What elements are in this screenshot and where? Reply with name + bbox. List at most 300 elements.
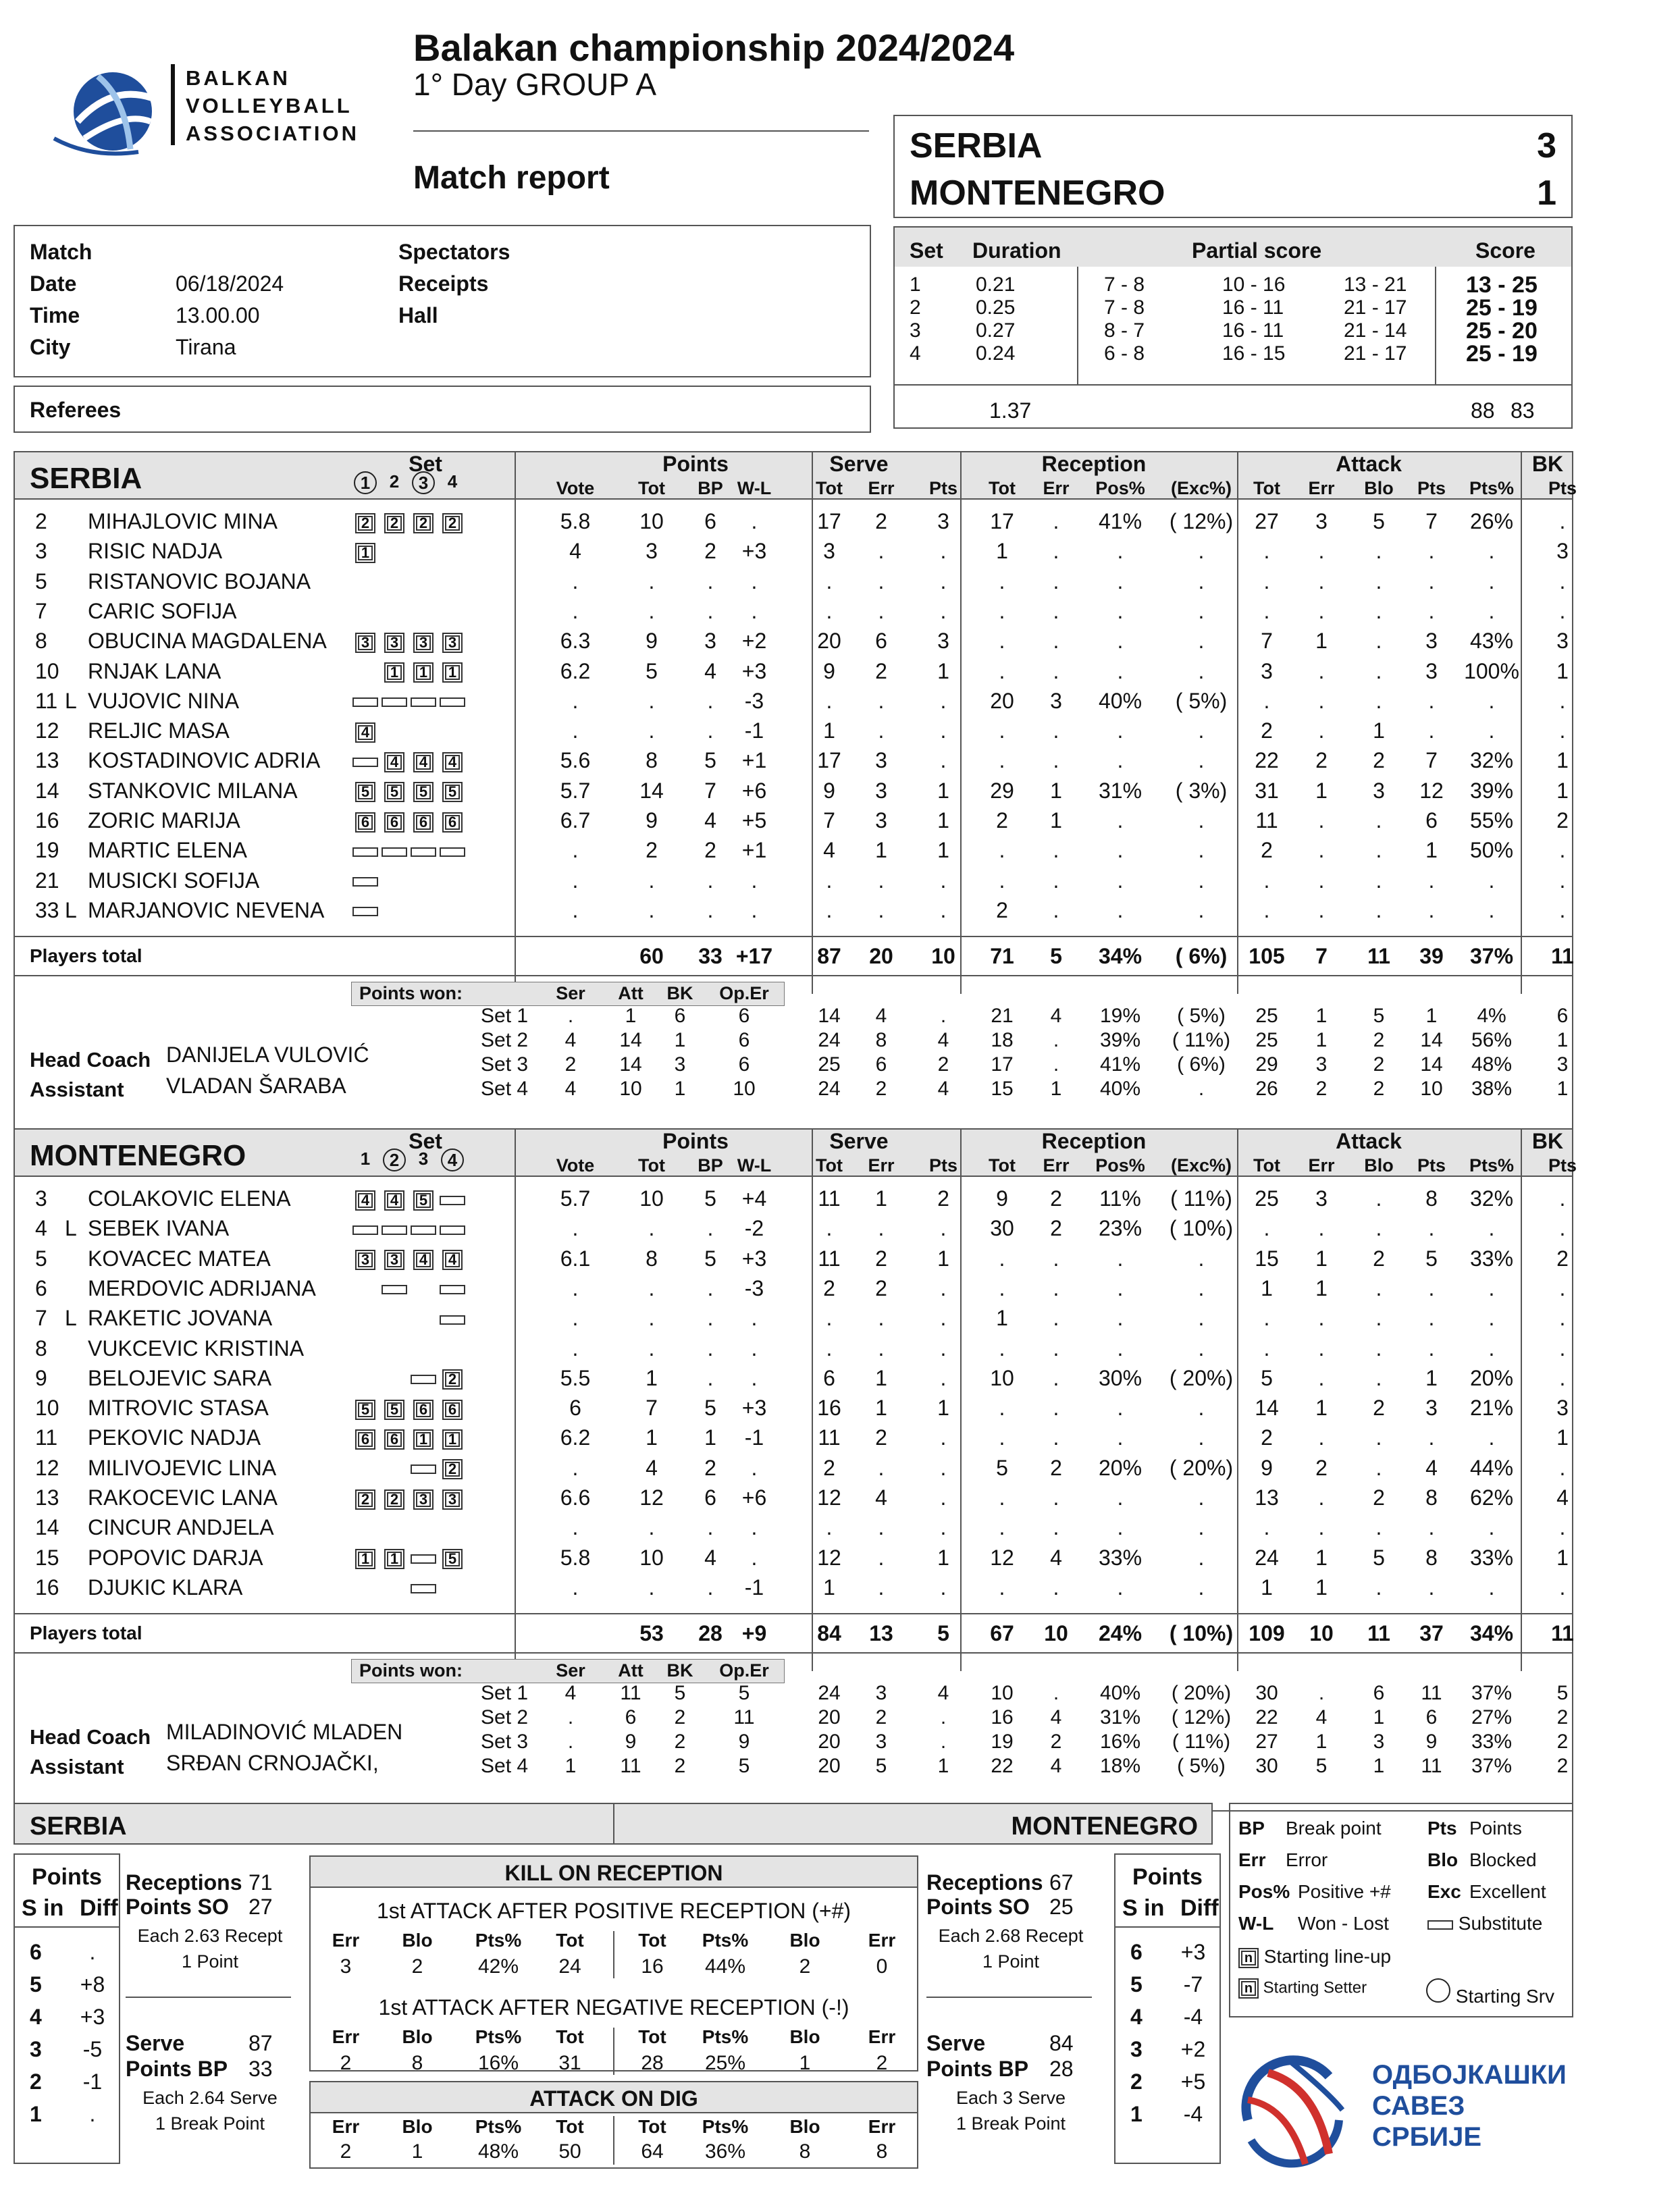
- stat-cell: +2: [741, 629, 767, 654]
- player-name: VUJOVIC NINA: [88, 688, 240, 713]
- set-stat-cell: 38%: [1471, 1078, 1513, 1101]
- total-points-away: 83: [1511, 398, 1535, 423]
- total-cell: 37%: [1469, 944, 1514, 969]
- stat-cell: .: [940, 688, 947, 713]
- total-cell: 84: [817, 1621, 841, 1646]
- set-stat-cell: 4: [937, 1029, 949, 1052]
- set-stat-cell: .: [1053, 1682, 1059, 1705]
- set-position: [350, 1543, 380, 1573]
- stat-cell: .: [1198, 1425, 1205, 1450]
- stat-cell: .: [1053, 569, 1059, 593]
- lineup-position: 1: [384, 662, 404, 683]
- stat-cell: .: [648, 688, 655, 713]
- pw-cell: 6: [738, 1005, 750, 1028]
- col-header: Pts: [1548, 1155, 1577, 1176]
- total-cell: 67: [990, 1621, 1014, 1646]
- stat-cell: .: [707, 1336, 714, 1361]
- stat-cell: .: [707, 688, 714, 713]
- stat-cell: .: [826, 1336, 833, 1361]
- total-cell: 11: [1367, 944, 1390, 969]
- sets-cell: 2: [910, 296, 921, 319]
- pw-col: Att: [618, 983, 644, 1004]
- set-stat-cell: 2: [1373, 1029, 1385, 1052]
- legend-wl: Won - Lost: [1298, 1913, 1389, 1934]
- stat-cell: 14: [1255, 1396, 1279, 1421]
- stat-cell: 1: [823, 718, 835, 743]
- lineup-position: 6: [442, 1400, 463, 1420]
- rot-diff: +8: [80, 1972, 105, 1997]
- head-coach-name: DANIJELA VULOVIĆ: [166, 1042, 369, 1067]
- pw-cell: 6: [738, 1053, 750, 1076]
- stat-cell: 1: [704, 1425, 716, 1450]
- volleyball-logo-icon: [51, 57, 172, 159]
- stat-cell: .: [1318, 838, 1325, 863]
- points-label: Points: [1132, 1864, 1203, 1890]
- stat-cell: 1: [823, 1575, 835, 1600]
- stat-cell: 1: [1315, 1545, 1328, 1570]
- stat-cell: 8: [646, 748, 658, 773]
- stat-cell: .: [1375, 1455, 1382, 1480]
- set-position: [350, 745, 380, 775]
- legend-starting-lineup: Starting line-up: [1263, 1946, 1392, 1967]
- pw-col: BK: [666, 1660, 693, 1681]
- col-header: Pts: [928, 478, 958, 498]
- rule: [311, 2112, 917, 2113]
- k-val: 28: [641, 2052, 664, 2074]
- stat-cell: .: [1559, 1186, 1566, 1211]
- stat-cell: 1: [1556, 1425, 1569, 1450]
- stat-cell: 1: [875, 1186, 887, 1211]
- stat-cell: 6.2: [560, 1425, 591, 1450]
- col-header: Vote: [556, 478, 595, 498]
- stat-cell: .: [826, 1216, 833, 1241]
- k-col: Tot: [638, 2116, 666, 2137]
- stat-cell: 1: [875, 1396, 887, 1421]
- header-reception: Reception: [1041, 452, 1147, 476]
- stat-cell: .: [1198, 598, 1205, 623]
- stat-cell: .: [1428, 1336, 1435, 1361]
- sets-cell: 0.24: [976, 342, 1016, 365]
- stat-cell: +3: [741, 539, 767, 564]
- rot-diff: -7: [1183, 1972, 1203, 1997]
- lineup-position: 5: [413, 1190, 434, 1211]
- rule: [1115, 1926, 1219, 1928]
- lineup-position: 4: [442, 1250, 463, 1270]
- total-cell: 10: [1044, 1621, 1068, 1646]
- stat-cell: 4: [704, 658, 716, 683]
- stat-cell: 3: [1373, 778, 1385, 803]
- stat-cell: 2: [875, 1246, 887, 1271]
- stat-cell: 4: [704, 1545, 716, 1570]
- stat-cell: 2: [996, 897, 1008, 922]
- k-val: 8: [876, 2140, 888, 2163]
- stat-cell: .: [1488, 1275, 1495, 1300]
- rot-number: 6: [1130, 1940, 1143, 1964]
- rot-number: 1: [1130, 2102, 1143, 2126]
- pw-cell: 1: [674, 1029, 686, 1052]
- set-position: [379, 1244, 409, 1273]
- col-header: W-L: [737, 1155, 772, 1176]
- stat-cell: .: [648, 1216, 655, 1241]
- stat-cell: -1: [744, 718, 764, 743]
- legend-bp-key: BP: [1238, 1818, 1265, 1839]
- stat-cell: ( 12%): [1169, 509, 1234, 533]
- lineup-position: 3: [355, 633, 375, 653]
- stat-cell: .: [1117, 629, 1124, 654]
- player-number: 19: [35, 838, 59, 863]
- set-label: Set 2: [481, 1706, 529, 1729]
- stat-cell: 3: [875, 778, 887, 803]
- substitute-icon: [352, 758, 378, 767]
- pw-cell: 14: [619, 1053, 642, 1076]
- col-header: Pts%: [1469, 478, 1515, 498]
- lineup-position: 2: [355, 513, 375, 533]
- pw-cell: 3: [674, 1053, 686, 1076]
- federation-ball-icon: [1228, 2046, 1356, 2174]
- stat-cell: .: [572, 1275, 579, 1300]
- stat-cell: 1: [1425, 1365, 1438, 1390]
- player-row: [15, 536, 1572, 566]
- set-stat-cell: 6: [1373, 1682, 1385, 1705]
- stat-cell: 4: [823, 838, 835, 863]
- col-header: Err: [1043, 478, 1070, 498]
- k-col: Err: [332, 2116, 360, 2137]
- stat-cell: .: [1053, 868, 1059, 893]
- stat-cell: .: [878, 1545, 885, 1570]
- set-num-label: 2: [389, 471, 400, 492]
- stat-cell: 5: [1373, 1545, 1385, 1570]
- lineup-position: 3: [355, 1250, 375, 1270]
- sets-cell: 7 - 8: [1104, 296, 1145, 319]
- col-header: Err: [1043, 1155, 1070, 1176]
- player-name: RISIC NADJA: [88, 539, 223, 564]
- stat-cell: .: [999, 1425, 1005, 1450]
- stat-cell: .: [1375, 1216, 1382, 1241]
- stat-cell: .: [1428, 1306, 1435, 1331]
- set-num-label: 3: [418, 1149, 429, 1169]
- player-row: [15, 566, 1572, 596]
- legend-exc: Excellent: [1469, 1881, 1546, 1902]
- header-set: Set: [409, 1129, 442, 1153]
- stat-cell: 1: [937, 1545, 949, 1570]
- set-stat-cell: 2: [1556, 1706, 1569, 1729]
- set-stat-cell: 2: [1373, 1053, 1385, 1076]
- stat-cell: .: [1428, 1425, 1435, 1450]
- rot-number: 2: [1130, 2069, 1143, 2094]
- set-position: [438, 1423, 467, 1452]
- rule: [311, 1886, 917, 1888]
- set-stat-cell: 48%: [1471, 1053, 1513, 1076]
- stat-cell: .: [1117, 868, 1124, 893]
- stat-cell: .: [1559, 1336, 1566, 1361]
- sets-cell: 0.27: [976, 319, 1016, 342]
- set-stat-cell: 19: [991, 1731, 1014, 1753]
- stat-cell: .: [1198, 658, 1205, 683]
- total-cell: 71: [990, 944, 1014, 969]
- total-cell: 34%: [1098, 944, 1143, 969]
- set-stat-cell: ( 5%): [1177, 1755, 1226, 1778]
- stat-cell: -1: [744, 1425, 764, 1450]
- player-number: 15: [35, 1545, 59, 1570]
- set-stat-cell: 4: [875, 1005, 887, 1028]
- set-position: [379, 656, 409, 686]
- stat-cell: 32%: [1469, 1186, 1514, 1211]
- stat-cell: 11%: [1099, 1186, 1141, 1211]
- stat-cell: .: [999, 1485, 1005, 1510]
- set-num-label: 4: [447, 471, 458, 492]
- player-name: MARTIC ELENA: [88, 838, 247, 863]
- total-cell: ( 6%): [1175, 944, 1228, 969]
- player-name: RELJIC MASA: [88, 718, 230, 743]
- stat-cell: ( 5%): [1175, 688, 1228, 713]
- set-stat-cell: 16%: [1099, 1731, 1141, 1753]
- stat-cell: 24: [1255, 1545, 1279, 1570]
- stat-cell: .: [1263, 688, 1270, 713]
- player-row: [15, 1244, 1572, 1273]
- stat-cell: .: [1559, 598, 1566, 623]
- sets-col-set: Set: [910, 238, 943, 263]
- player-number: 7: [35, 598, 47, 623]
- set-label: Set 1: [481, 1682, 529, 1705]
- stat-cell: 1: [1556, 1545, 1569, 1570]
- col-header: Tot: [816, 1155, 843, 1176]
- stat-cell: .: [648, 1575, 655, 1600]
- col-header: Tot: [1253, 478, 1280, 498]
- set-stat-cell: .: [1198, 1078, 1205, 1101]
- k-col: Pts%: [702, 2116, 749, 2137]
- sets-cell: 6 - 8: [1104, 342, 1145, 365]
- stat-cell: .: [1198, 868, 1205, 893]
- rot-number: 4: [1130, 2005, 1143, 2029]
- page-title: Balakan championship 2024/2024: [413, 26, 1015, 69]
- stat-cell: 20%: [1098, 1455, 1143, 1480]
- set-label: Set 2: [481, 1029, 529, 1052]
- federation-logo: [1228, 2046, 1572, 2174]
- set-stat-cell: 25: [1255, 1029, 1278, 1052]
- stat-cell: .: [572, 1216, 579, 1241]
- total-cell: 13: [869, 1621, 893, 1646]
- away-rotation-box: [1114, 1853, 1221, 2164]
- set-stat-cell: 1: [1556, 1029, 1569, 1052]
- rot-diff: -4: [1183, 2102, 1203, 2126]
- lineup-position: 4: [384, 1190, 404, 1211]
- col-header: Blo: [1364, 478, 1394, 498]
- match-info: [14, 225, 871, 377]
- stat-cell: .: [1053, 539, 1059, 564]
- stat-cell: 1: [1315, 629, 1328, 654]
- total-cell: 11: [1551, 1621, 1574, 1646]
- total-cell: 5: [937, 1621, 949, 1646]
- diff-label: Diff: [80, 1895, 118, 1921]
- stat-cell: .: [1428, 539, 1435, 564]
- substitute-icon: [382, 1285, 407, 1294]
- player-name: STANKOVIC MILANA: [88, 778, 298, 803]
- spectators-label: Spectators: [398, 240, 510, 264]
- set-position: [409, 1423, 438, 1452]
- set-label: Set 1: [481, 1005, 529, 1028]
- stat-cell: .: [1559, 1455, 1566, 1480]
- legend-srv-row: [1426, 1978, 1554, 2007]
- stat-cell: 2: [823, 1455, 835, 1480]
- serve-label: Serve: [926, 2031, 986, 2055]
- stat-cell: 6: [704, 509, 716, 533]
- stat-cell: .: [1117, 1246, 1124, 1271]
- set-position: [438, 835, 467, 865]
- set-stat-cell: 5: [1373, 1005, 1385, 1028]
- stat-cell: 5.8: [560, 509, 591, 533]
- stat-cell: 1: [937, 838, 949, 863]
- stat-cell: 33%: [1469, 1246, 1514, 1271]
- player-row: [15, 866, 1572, 895]
- stat-cell: .: [1488, 1515, 1495, 1540]
- player-number: 8: [35, 629, 47, 654]
- dig-title: ATTACK ON DIG: [529, 2086, 698, 2111]
- pw-cell: 11: [733, 1706, 755, 1729]
- pw-cell: 1: [565, 1755, 577, 1778]
- stat-cell: 7: [823, 808, 835, 833]
- stat-cell: 25: [1255, 1186, 1279, 1211]
- player-number: 13: [35, 1485, 59, 1510]
- set-position: [438, 1213, 467, 1243]
- stat-cell: 5.5: [560, 1365, 591, 1390]
- k-col: Tot: [556, 2116, 584, 2137]
- stat-cell: .: [940, 1306, 947, 1331]
- each-break-point: 1 Break Point: [955, 2113, 1066, 2134]
- stat-cell: .: [999, 658, 1005, 683]
- stat-cell: .: [751, 897, 758, 922]
- set-position: [379, 806, 409, 835]
- stat-cell: .: [648, 868, 655, 893]
- lineup-position: 1: [442, 662, 463, 683]
- player-row: [15, 806, 1572, 835]
- stat-cell: .: [1053, 1365, 1059, 1390]
- col-header: Tot: [989, 1155, 1016, 1176]
- stat-cell: ( 11%): [1170, 1186, 1232, 1211]
- doc-type: Match report: [413, 160, 610, 196]
- sets-cell: 21 - 17: [1344, 296, 1407, 319]
- set-stat-cell: 4: [937, 1078, 949, 1101]
- stat-cell: 5: [1261, 1365, 1273, 1390]
- receipts-label: Receipts: [398, 271, 489, 296]
- stat-cell: 4: [1556, 1485, 1569, 1510]
- set-stat-cell: .: [940, 1005, 947, 1028]
- substitute-icon: [411, 1464, 436, 1474]
- stat-cell: 12: [817, 1485, 841, 1510]
- set-stat-cell: 56%: [1471, 1029, 1513, 1052]
- serve-value: 87: [248, 2031, 273, 2055]
- set-position: [409, 1184, 438, 1213]
- pw-col: Ser: [556, 1660, 585, 1681]
- set-stat-cell: 2: [937, 1053, 949, 1076]
- set-position: [379, 835, 409, 865]
- stat-cell: .: [826, 1515, 833, 1540]
- stat-cell: 20%: [1469, 1365, 1514, 1390]
- stat-cell: .: [572, 598, 579, 623]
- stat-cell: 11: [1255, 808, 1278, 833]
- stat-cell: 5: [1425, 1246, 1438, 1271]
- pw-cell: 10: [733, 1078, 756, 1101]
- stat-cell: 11: [818, 1246, 841, 1271]
- total-cell: 24%: [1098, 1621, 1143, 1646]
- stat-cell: 2: [1373, 1485, 1385, 1510]
- set-stat-cell: 1: [1315, 1029, 1328, 1052]
- each-break-point: 1 Break Point: [155, 2113, 265, 2134]
- set-stat-cell: ( 5%): [1177, 1005, 1226, 1028]
- set-stat-cell: 4: [1050, 1706, 1062, 1729]
- player-number: 9: [35, 1365, 47, 1390]
- k-val: 2: [799, 1955, 811, 1978]
- player-name: PEKOVIC NADJA: [88, 1425, 261, 1450]
- set-position: [438, 1363, 467, 1393]
- player-row: [15, 1273, 1572, 1303]
- substitute-icon: [411, 1584, 436, 1593]
- stat-cell: .: [1318, 658, 1325, 683]
- stat-cell: .: [1375, 1186, 1382, 1211]
- team-box: [14, 1128, 1577, 1812]
- stat-cell: .: [1488, 539, 1495, 564]
- lineup-position: 2: [413, 513, 434, 533]
- player-number: 3: [35, 539, 47, 564]
- rot-diff: +3: [1180, 1940, 1206, 1964]
- player-name: RNJAK LANA: [88, 658, 221, 683]
- substitute-icon: [352, 847, 378, 857]
- stat-cell: .: [648, 718, 655, 743]
- k-val: 16%: [477, 2052, 519, 2074]
- set-position: [350, 776, 380, 806]
- stat-cell: 3: [875, 748, 887, 773]
- stat-cell: .: [707, 598, 714, 623]
- stat-cell: 3: [704, 629, 716, 654]
- stat-cell: .: [751, 1455, 758, 1480]
- stat-cell: 4: [875, 1485, 887, 1510]
- stat-cell: 21%: [1469, 1396, 1514, 1421]
- stat-cell: .: [1318, 1336, 1325, 1361]
- stat-cell: .: [1559, 509, 1566, 533]
- player-row: [15, 745, 1572, 775]
- stat-cell: 7: [1425, 748, 1438, 773]
- player-name: POPOVIC DARJA: [88, 1545, 263, 1570]
- pw-cell: 2: [565, 1053, 577, 1076]
- set-position: [438, 745, 467, 775]
- stat-cell: .: [1559, 868, 1566, 893]
- stat-cell: 7: [1261, 629, 1273, 654]
- stat-cell: 2: [1556, 1246, 1569, 1271]
- pw-col: Ser: [556, 983, 585, 1004]
- each-point: 1 Point: [181, 1951, 239, 1972]
- player-name: RAKOCEVIC LANA: [88, 1485, 278, 1510]
- k-val: 48%: [477, 2140, 519, 2163]
- sets-cell: 4: [910, 342, 921, 365]
- player-name: CINCUR ANDJELA: [88, 1515, 274, 1540]
- stat-cell: 3: [1556, 1396, 1569, 1421]
- stat-cell: .: [1117, 748, 1124, 773]
- stat-cell: .: [1117, 1306, 1124, 1331]
- head-coach-name: MILADINOVIĆ MLADEN: [166, 1720, 403, 1745]
- stat-cell: 3: [1315, 1186, 1328, 1211]
- set-stat-cell: 5: [1315, 1755, 1328, 1778]
- player-name: MUSICKI SOFIJA: [88, 868, 260, 893]
- stat-cell: .: [940, 1485, 947, 1510]
- stat-cell: 17: [990, 509, 1014, 533]
- stat-cell: 3: [1050, 688, 1062, 713]
- k-col: Blo: [789, 2116, 820, 2137]
- hall-label: Hall: [398, 303, 438, 327]
- stat-cell: .: [1375, 1275, 1382, 1300]
- set-stat-cell: 20: [818, 1755, 841, 1778]
- lineup-position: 5: [384, 782, 404, 802]
- stat-cell: .: [1318, 718, 1325, 743]
- set-position: [379, 1483, 409, 1512]
